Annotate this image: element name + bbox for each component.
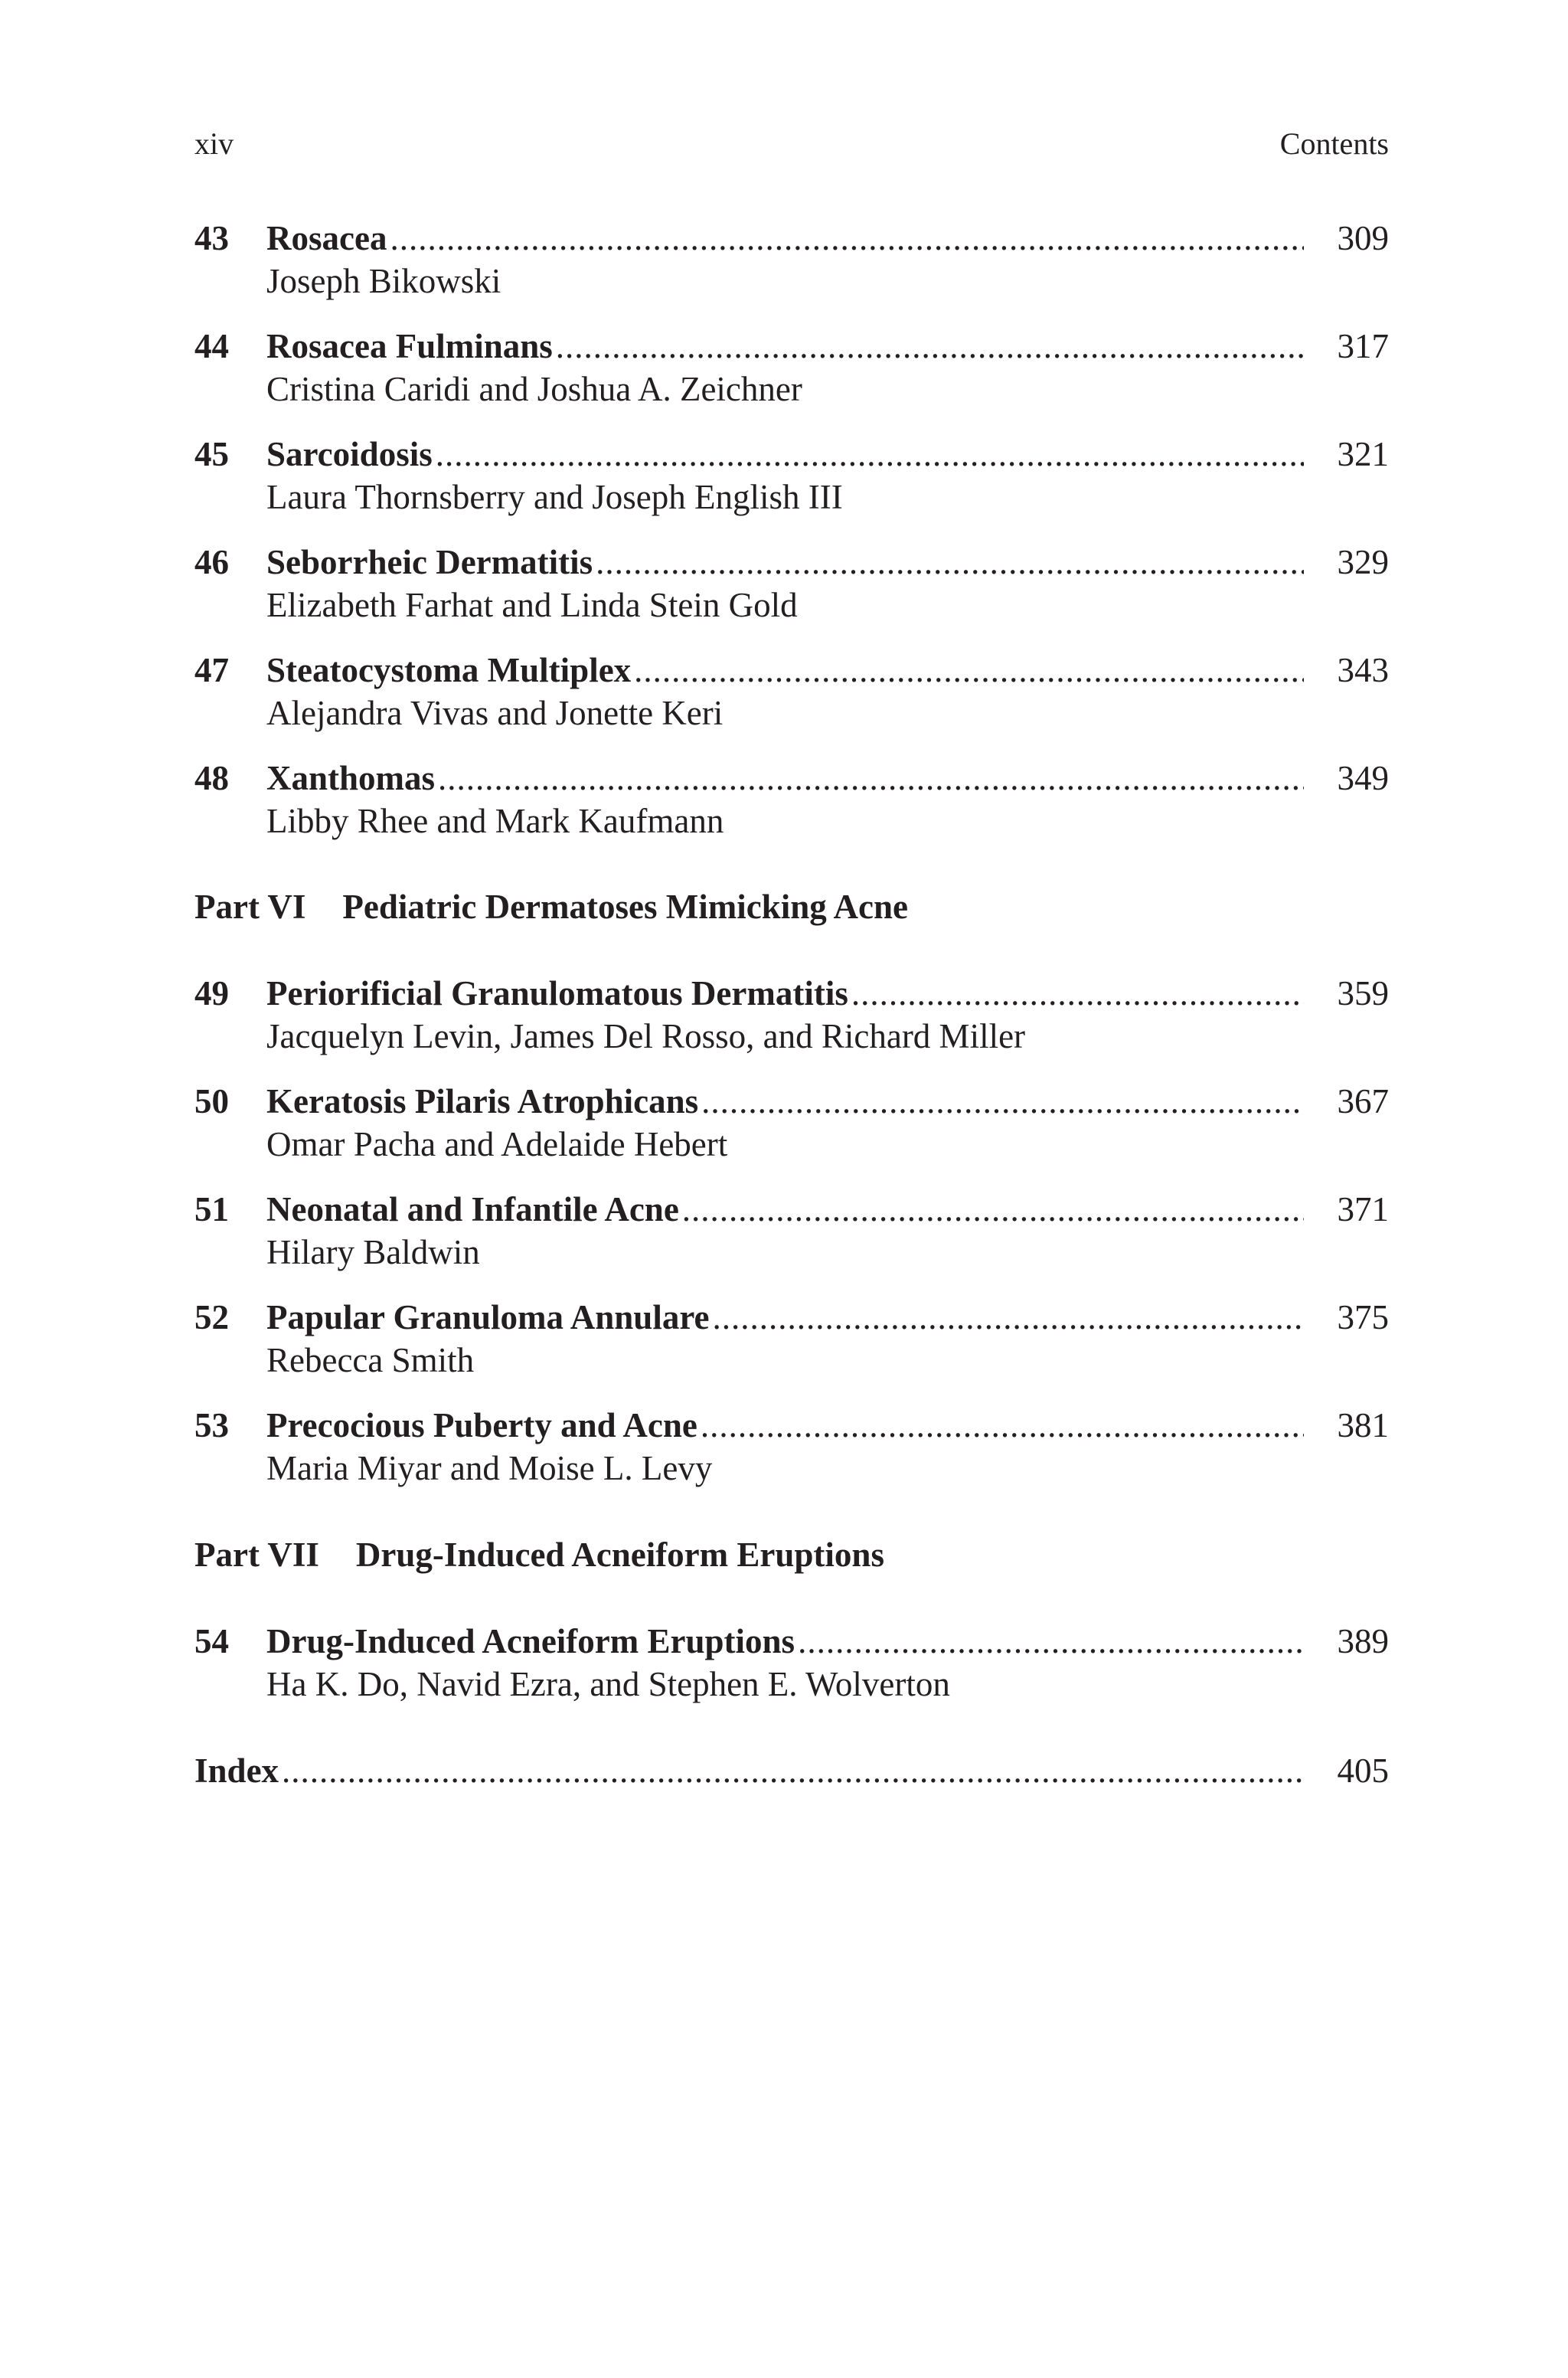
chapter-number: 49	[194, 974, 229, 1012]
chapter-page-number: 381	[1337, 1406, 1389, 1444]
chapter-title: Sarcoidosis	[266, 435, 433, 473]
chapter-title: Neonatal and Infantile Acne	[266, 1190, 679, 1228]
chapter-title: Periorificial Granulomatous Dermatitis	[266, 974, 848, 1012]
dot-leader	[712, 1296, 1303, 1339]
running-head	[194, 125, 1389, 163]
chapter-title: Papular Granuloma Annulare	[266, 1298, 710, 1336]
chapter-authors: Laura Thornsberry and Joseph English III	[266, 478, 843, 516]
dot-leader	[282, 1749, 1303, 1792]
part-title: Pediatric Dermatoses Mimicking Acne	[342, 888, 908, 926]
chapter-page-number: 389	[1337, 1622, 1389, 1660]
chapter-title: Drug-Induced Acneiform Eruptions	[266, 1622, 795, 1660]
part-title: Drug-Induced Acneiform Eruptions	[355, 1536, 884, 1574]
chapter-title: Seborrheic Dermatitis	[266, 543, 593, 581]
chapter-number: 54	[194, 1622, 229, 1660]
dot-leader	[556, 325, 1304, 368]
chapter-authors: Jacquelyn Levin, James Del Rosso, and Richard Miller	[266, 1017, 1026, 1055]
chapter-number: 48	[194, 759, 229, 797]
dot-leader	[436, 433, 1304, 476]
chapter-title: Rosacea Fulminans	[266, 327, 553, 365]
toc-entry-index[interactable]	[194, 1749, 1389, 1792]
chapter-authors: Cristina Caridi and Joshua A. Zeichner	[266, 370, 802, 408]
chapter-authors: Joseph Bikowski	[266, 262, 501, 300]
dot-leader	[701, 1404, 1304, 1447]
chapter-number: 45	[194, 435, 229, 473]
chapter-number: 50	[194, 1082, 229, 1120]
index-title: Index	[194, 1752, 279, 1790]
dot-leader	[798, 1620, 1303, 1663]
chapter-title: Rosacea	[266, 219, 387, 257]
chapter-page-number: 317	[1337, 327, 1389, 365]
chapter-page-number: 343	[1337, 651, 1389, 689]
dot-leader	[596, 541, 1303, 584]
page-number: xiv	[194, 126, 234, 161]
chapter-page-number: 309	[1337, 219, 1389, 257]
chapter-title: Precocious Puberty and Acne	[266, 1406, 697, 1444]
chapter-number: 52	[194, 1298, 229, 1336]
chapter-authors: Elizabeth Farhat and Linda Stein Gold	[266, 586, 798, 624]
chapter-page-number: 321	[1337, 435, 1389, 473]
chapter-title: Xanthomas	[266, 759, 436, 797]
chapter-authors: Rebecca Smith	[266, 1341, 475, 1379]
chapter-page-number: 367	[1337, 1082, 1389, 1120]
chapter-page-number: 349	[1337, 759, 1389, 797]
dot-leader	[682, 1188, 1304, 1231]
running-head-title: Contents	[1279, 126, 1389, 161]
chapter-number: 43	[194, 219, 229, 257]
chapter-number: 53	[194, 1406, 229, 1444]
chapter-page-number: 329	[1337, 543, 1389, 581]
chapter-page-number: 375	[1337, 1298, 1389, 1336]
chapter-number: 51	[194, 1190, 229, 1228]
dot-leader	[701, 1080, 1303, 1123]
index-page-number: 405	[1337, 1752, 1389, 1790]
part-heading-vi[interactable]	[194, 885, 908, 928]
dot-leader	[438, 757, 1303, 800]
chapter-authors: Alejandra Vivas and Jonette Keri	[266, 694, 724, 732]
dot-leader	[634, 649, 1303, 692]
dot-leader	[390, 217, 1303, 260]
chapter-title: Steatocystoma Multiplex	[266, 651, 632, 689]
chapter-authors: Maria Miyar and Moise L. Levy	[266, 1449, 713, 1487]
chapter-page-number: 371	[1337, 1190, 1389, 1228]
chapter-authors: Ha K. Do, Navid Ezra, and Stephen E. Wolverton	[266, 1665, 950, 1703]
dot-leader	[851, 972, 1304, 1015]
chapter-authors: Libby Rhee and Mark Kaufmann	[266, 802, 724, 840]
chapter-title: Keratosis Pilaris Atrophicans	[266, 1082, 699, 1120]
chapter-number: 44	[194, 327, 229, 365]
part-label: Part VI	[194, 888, 306, 926]
chapter-authors: Omar Pacha and Adelaide Hebert	[266, 1125, 728, 1163]
chapter-page-number: 359	[1337, 974, 1389, 1012]
part-label: Part VII	[194, 1536, 319, 1574]
chapter-number: 47	[194, 651, 229, 689]
chapter-number: 46	[194, 543, 229, 581]
part-heading-vii[interactable]	[194, 1533, 884, 1576]
chapter-authors: Hilary Baldwin	[266, 1233, 480, 1271]
